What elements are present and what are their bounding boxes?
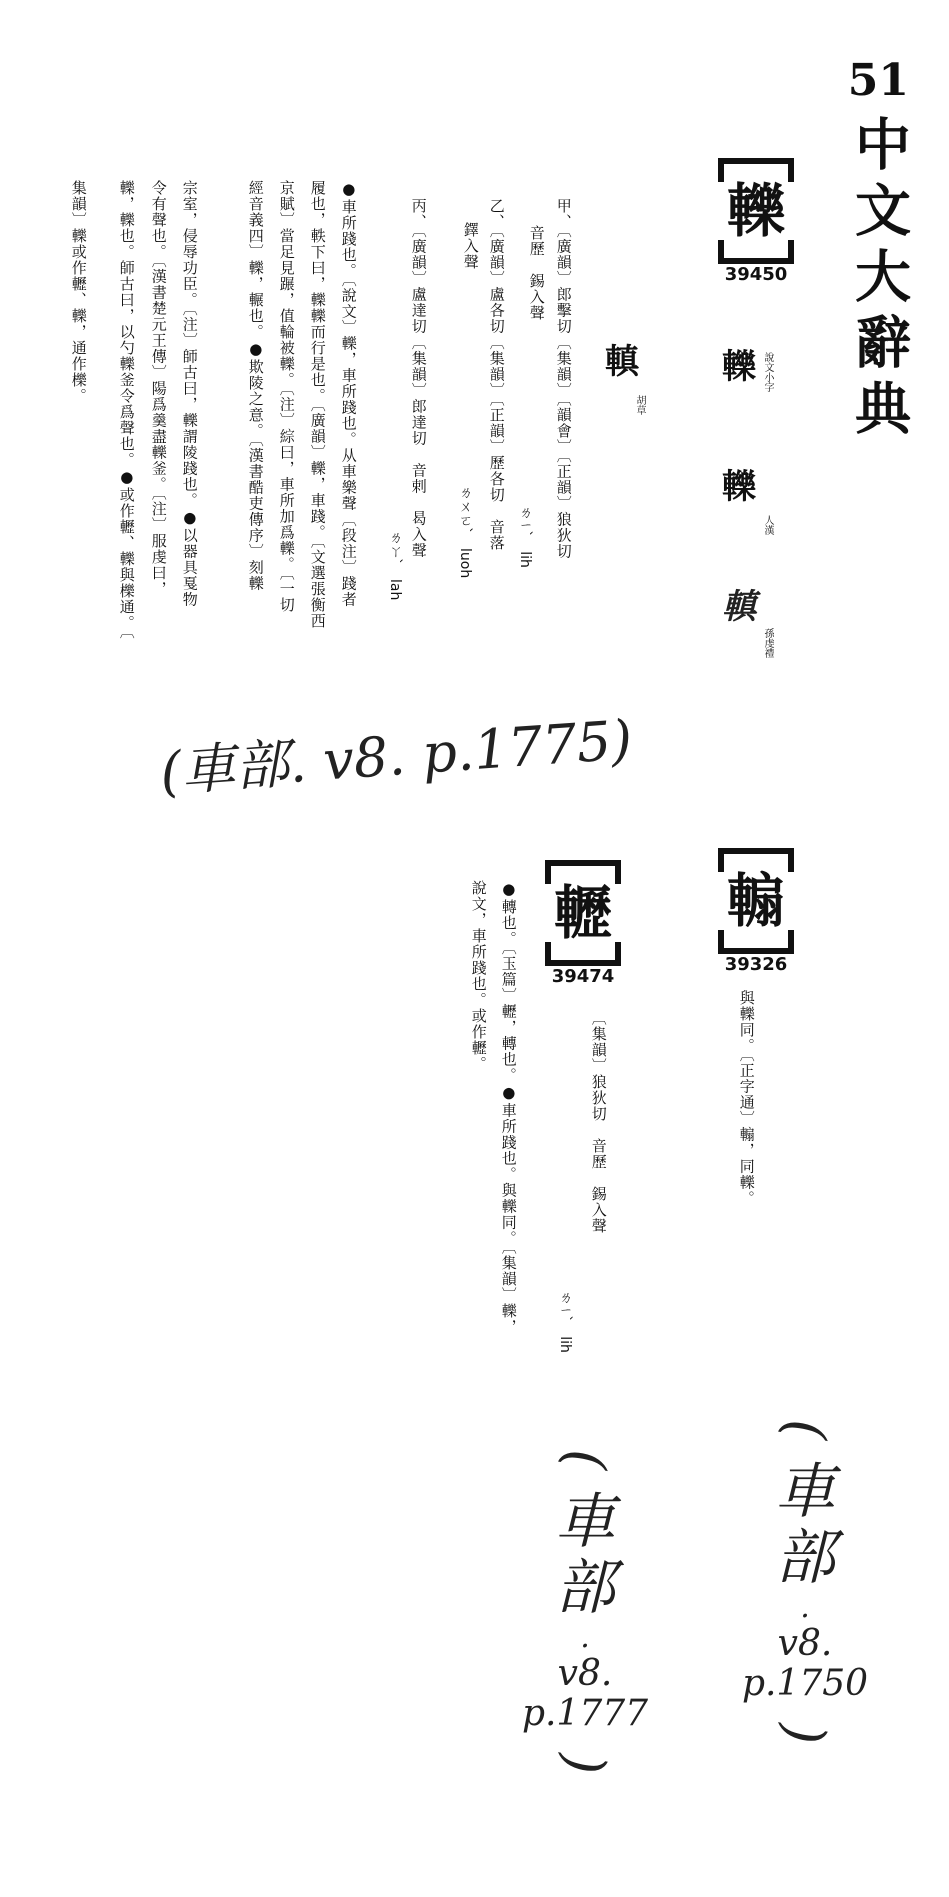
variant-label: 人漢 [762, 515, 773, 535]
reading-line: 丙、〔廣韻〕盧達切〔集韻〕郎達切 音剌 曷入聲 [409, 198, 428, 559]
definition-line: 令有聲也。〔漢書楚元王傳〕陽爲羹盡轢釜。〔注〕服虔曰， [149, 180, 168, 597]
headword: 䡪 [726, 867, 785, 935]
definition-line: 說文，車所踐也。或作轣。 [469, 880, 488, 1072]
variant-glyph: 轢 [722, 347, 756, 387]
headword: 轢 [726, 177, 785, 245]
definition-line: 集韻〕轢或作轣、轢，通作櫟。 [69, 180, 88, 404]
handwritten-note-1: (車部. v8. p.1775) [158, 708, 635, 804]
headword: 轣 [553, 879, 612, 947]
entry-number: 39326 [724, 954, 788, 975]
definition-line: ●轉也。〔玉篇〕轣，轉也。●車所踐也。與轢同。〔集韻〕轢， [499, 880, 518, 1335]
reading-line: 音歷 錫入聲 [527, 225, 546, 321]
variant-glyph: 轢 [722, 467, 756, 507]
phonetic: ㄌㄧˋ lih [517, 505, 533, 568]
definition-line: 宗室，侵辱功臣。〔注〕師古曰，轢謂陵踐也。●以器具戛物 [180, 180, 199, 608]
reading-line: 鐸入聲 [461, 222, 480, 270]
reading-line: 〔集韻〕狼狄切 音歷 錫入聲 [589, 1010, 608, 1234]
entry-head-39326 [718, 848, 794, 975]
definition-line: 經音義四〕轢，輾也。●欺陵之意。〔漢書酷吏傳序〕刻轢 [246, 180, 265, 592]
phonetic: ㄌㄨㄛˋ luoh [457, 485, 473, 579]
definition-line: 與轢同。〔正字通〕䡪，同轢。 [737, 990, 756, 1207]
phonetic: ㄌㄧˋ lih [557, 1290, 573, 1353]
definition-line: 轢，轢也。師古曰，以勺轢釜令爲聲也。●或作轣、轢與櫟通。〔 [117, 180, 136, 640]
extra-variant-label: 胡草 [634, 395, 645, 415]
book-title: 中文大辭典 [846, 115, 912, 445]
entry-head-39474 [545, 860, 621, 987]
extra-variant-glyph: 䡩 [605, 342, 639, 382]
reading-line: 乙、〔廣韻〕盧各切〔集韻〕〔正韻〕歷各切 音落 [487, 198, 506, 551]
definition-line: 履也，軼下曰，轢轢而行是也。〔廣韻〕轢，車踐。〔文選張衡西 [308, 180, 327, 629]
variant-glyph: 䡩 [722, 587, 756, 627]
phonetic: ㄌㄚˋ lah [387, 530, 403, 601]
handwritten-note-3: ( 車 部 . v8. p.1750 ) [741, 1419, 869, 1744]
definition-line: 京賦〕當足見蹍，值輪被轢。〔注〕綜曰，車所加爲轢。〔一切 [277, 180, 296, 613]
variant-label: 孫虔禮 [762, 628, 773, 658]
definition-line: ●車所踐也。〔說文〕轢，車所踐也。从車樂聲〔段注〕踐者 [339, 180, 358, 608]
reading-line: 甲、〔廣韻〕郎擊切〔集韻〕〔韻會〕〔正韻〕狼狄切 [554, 198, 573, 560]
entry-number: 39450 [724, 264, 788, 285]
page-number: 51 [847, 55, 909, 106]
entry-number: 39474 [551, 966, 615, 987]
variant-label: 說文小字 [762, 352, 773, 392]
handwritten-note-2: ( 車 部 . v8. p.1777 ) [521, 1449, 649, 1774]
entry-head-39450 [718, 158, 794, 285]
